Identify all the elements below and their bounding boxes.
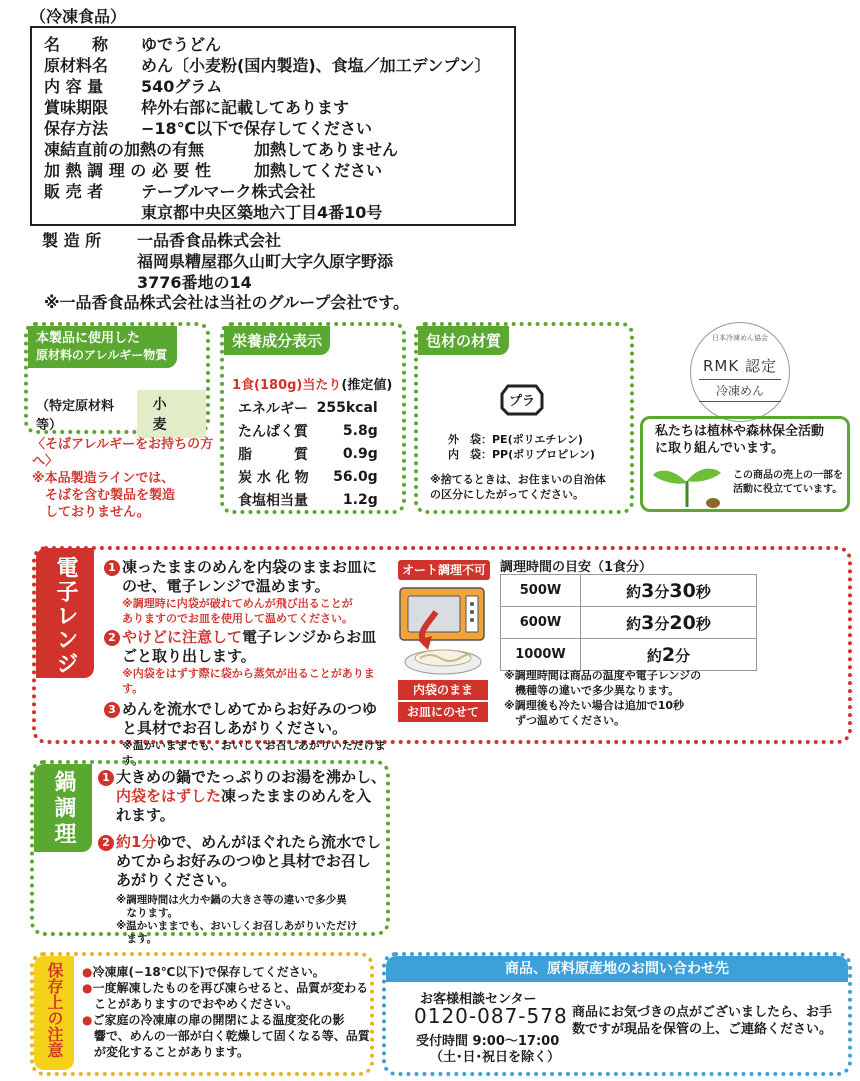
nutrition-heading: 栄養成分表示	[224, 326, 330, 355]
storage-note-1: ●冷凍庫(−18℃以下)で保存してください。	[82, 965, 325, 979]
group-company-note: ※一品香食品株式会社は当社のグループ会社です。	[44, 293, 409, 312]
storage-notes: ●冷凍庫(−18℃以下)で保存してください。 ●一度解凍したものを再び凍らせると、品質が変わる ことがありますのでおやめください。 ●ご家庭の冷凍庫の扉の開閉による温度変化の影 響で、めんの一部が白く乾燥して固くなる等、品質 が変化することがあります。	[82, 965, 370, 1059]
label-row-expiry: 賞味期限 枠外右部に記載してあります	[44, 98, 350, 117]
cooking-time-row: 600W 約3分20秒	[501, 607, 757, 639]
packaging-heading: 包材の材質	[418, 326, 509, 355]
manufacturer-block	[42, 230, 393, 293]
microwave-tag: 電子レンジ	[36, 548, 94, 678]
closed-days: （土･日･祝日を除く）	[430, 1050, 561, 1065]
storage-note-2: ●一度解凍したものを再び凍らせると、品質が変わる	[82, 981, 369, 995]
on-plate-badge: お皿にのせて	[398, 702, 488, 722]
nutrition-serving: 1食(180g)当たり(推定値)	[232, 378, 393, 393]
allergy-label: （特定原材料等）	[36, 399, 115, 433]
label-row-storage: 保存方法 −18℃以下で保存してください	[44, 119, 373, 138]
cooking-time-row: 1000W 約2分	[501, 639, 757, 671]
nutrition-row: 脂 質 0.9g	[238, 445, 378, 463]
nutrition-row: 食塩相当量 1.2g	[238, 491, 378, 509]
sprout-icon	[649, 459, 729, 509]
storage-note-3: ●ご家庭の冷凍庫の扉の開閉による温度変化の影	[82, 1013, 345, 1027]
rmk-certification-badge: 日本冷凍めん協会 RMK 認定 冷凍めん	[690, 322, 790, 422]
allergy-item-wheat: 小 麦	[137, 390, 206, 438]
manufacturer-name: 一品香食品株式会社	[137, 231, 282, 250]
label-row-cooking: 加 熱 調 理 の 必 要 性 加熱してください	[44, 161, 383, 180]
step-number-2: 2	[104, 630, 120, 646]
pot-step-2: 2 約1分ゆで、めんがほぐれたら流水でし	[98, 833, 386, 852]
label-row-quantity: 内 容 量 540グラム	[44, 77, 223, 96]
disposal-note: ※捨てるときは、お住まいの自治体 の区分にしたがってください。	[430, 473, 606, 501]
microwave-step-3: 3 めんを流水でしめてからお好みのつゆ	[104, 700, 390, 719]
pot-step-1: 1 大きめの鍋でたっぷりのお湯を沸かし、	[98, 768, 386, 787]
cooking-time-table	[500, 574, 757, 671]
label-row-seller: 販 売 者 テーブルマーク株式会社	[44, 182, 316, 201]
forest-conservation-box: 私たちは植林や森林保全活動 に取り組んでいます。 この商品の売上の一部を 活動に役立てています。	[640, 416, 850, 512]
allergy-heading: 本製品に使用した 原材料のアレルギー物質	[28, 326, 177, 368]
cooking-time-row: 500W 約3分30秒	[501, 575, 757, 607]
storage-caution-tag: 保存上の注意	[34, 956, 74, 1070]
label-row-preheat: 凍結直前の加熱の有無 加熱してありません	[44, 140, 399, 159]
business-hours: 受付時間 9:00〜17:00	[416, 1034, 560, 1049]
nutrition-row: 炭 水 化 物 56.0g	[238, 468, 378, 486]
nutrition-row: エネルギー 255kcal	[238, 399, 378, 417]
nutrition-table	[238, 396, 378, 511]
nutrition-panel	[220, 322, 406, 514]
outer-bag-material: 外 袋：PE(ポリエチレン)	[448, 433, 583, 446]
step-number-2: 2	[98, 835, 114, 851]
buckwheat-allergy-note: 〈そばアレルギーをお持ちの方へ〉 ※本品製造ラインでは、 そばを含む製品を製造 しておりません。	[32, 437, 214, 520]
pot-tag: 鍋調理	[34, 764, 92, 852]
packaging-panel	[414, 322, 634, 514]
cooking-time-note: ※調理時間は商品の温度や電子レンジの 機種等の違いで多少異なります。 ※調理後も冷たい場合は追加で10秒 ずつ温めてください。	[504, 669, 702, 727]
contact-heading: 商品、原料原産地のお問い合わせ先	[386, 956, 848, 982]
manufacturer-key: 製 造 所	[42, 231, 102, 250]
manufacturer-address-2: 3776番地の14	[137, 273, 252, 292]
category-label: （冷凍食品）	[30, 7, 127, 26]
allergy-panel	[24, 322, 210, 434]
microwave-step-2: 2 やけどに注意して電子レンジからお皿	[104, 628, 390, 647]
step-number-3: 3	[104, 702, 120, 718]
microwave-steps: 1 凍ったままのめんを内袋のままお皿に のせ、電子レンジで温めます。 ※調理時に内袋が破れてめんが飛び出ることが ありますのでお皿を使用して温めてください。 2 やけどに注意して電子レンジからお皿 ごと取り出します。 ※内袋をはずす際に袋から蒸気が出ることがあります。 3 めんを流水でしめてからお好みのつゆ と具材でお召しあがりください。 ※温かいままでも、おいしくお召しあがりいただけます。	[104, 558, 390, 768]
step-number-1: 1	[98, 770, 114, 786]
customer-phone-number[interactable]: 0120-087-578	[414, 1004, 568, 1028]
microwave-step-1: 1 凍ったままのめんを内袋のままお皿に	[104, 558, 390, 577]
microwave-illustration	[396, 582, 490, 678]
nutrition-row: たんぱく質 5.8g	[238, 422, 378, 440]
inner-bag-badge: 内袋のまま	[398, 680, 488, 700]
svg-text:プラ: プラ	[508, 394, 536, 409]
customer-center-label: お客様相談センター	[420, 992, 537, 1007]
cooking-time-title: 調理時間の目安（1食分）	[500, 560, 653, 575]
no-auto-cook-badge: オート調理不可	[398, 560, 490, 580]
pot-steps: 1 大きめの鍋でたっぷりのお湯を沸かし、 内袋をはずした凍ったままのめんを入 れます。 2 約1分ゆで、めんがほぐれたら流水でし めてからお好みのつゆと具材でお召し あがりください。 ※調理時間は火力や鍋の大きさ等の違いで多少異 なります。 ※温かいままでも、おいしくお召しあがりいただけ ます。	[98, 768, 386, 946]
inner-bag-material: 内 袋：PP(ポリプロピレン)	[448, 448, 595, 461]
label-row-name: 名 称 ゆでうどん	[44, 35, 222, 54]
label-row-seller-address: 東京都中央区築地六丁目4番10号	[141, 203, 383, 222]
label-row-ingredients: 原材料名 めん〔小麦粉(国内製造)、食塩／加工デンプン〕	[44, 56, 491, 75]
manufacturer-address-1: 福岡県糟屋郡久山町大字久原字野添	[137, 252, 394, 271]
pla-recycle-icon	[498, 378, 546, 420]
product-label-box	[30, 26, 516, 226]
contact-message: 商品にお気づきの点がございましたら、お手数ですが現品を保管の上、ご連絡ください。	[572, 1005, 833, 1037]
step-number-1: 1	[104, 560, 120, 576]
